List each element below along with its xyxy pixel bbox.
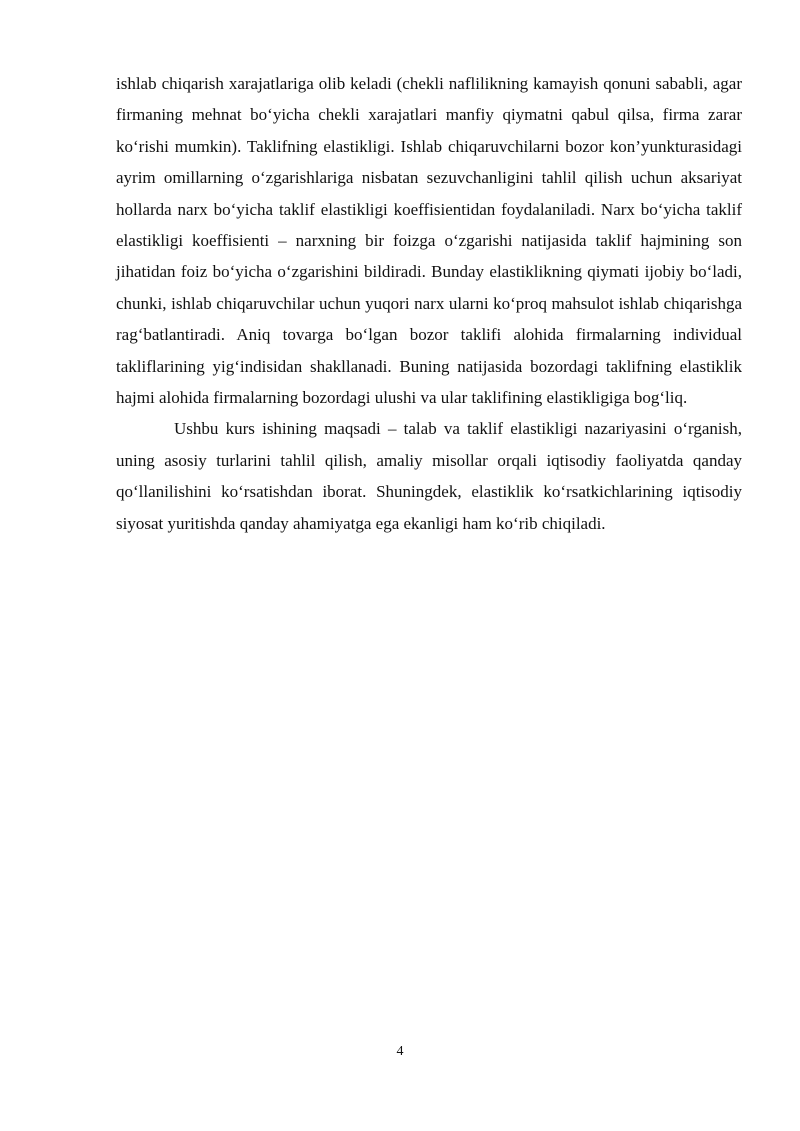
body-paragraph-1: ishlab chiqarish xarajatlariga olib keladi (chekli naflilikning kamayish qonuni sababli, agar firmaning mehnat bo‘yicha chekli xarajatlari manfiy qiymatni qabul qilsa, firma zarar ko‘rishi mumkin). Taklifning elastikligi. Ishlab chiqaruvchilarni bozor kon’yunkturasidagi ayrim omillarning o‘zgarishlariga nisbatan sezuvchanligini tahlil qilish uchun aksariyat hollarda narx bo‘yicha taklif elastikligi koeffisientidan foydalaniladi. Narx bo‘yicha taklif elastikligi koeffisienti – narxning bir foizga o‘zgarishi natijasida taklif hajmining son jihatidan foiz bo‘yicha o‘zgarishini bildiradi. Bunday elastiklikning qiymati ijobiy bo‘ladi, chunki, ishlab chiqaruvchilar uchun yuqori narx ularni ko‘proq mahsulot ishlab chiqarishga rag‘batlantiradi. Aniq tovarga bo‘lgan bozor taklifi alohida firmalarning individual takliflarining yig‘indisidan shakllanadi. Buning natijasida bozordagi taklifning elastiklik hajmi alohida firmalarning bozordagi ulushi va ular taklifining elastikligiga bog‘liq. [116,74,742,408]
document-body [116,68,742,539]
body-paragraph-2: Ushbu kurs ishining maqsadi – talab va taklif elastikligi nazariyasini o‘rganish, uning asosiy turlarini tahlil qilish, amaliy misollar orqali iqtisodiy faoliyatda qanday qo‘llanilishini ko‘rsatishdan iborat. Shuningdek, elastiklik ko‘rsatkichlarining iqtisodiy siyosat yuritishda qanday ahamiyatga ega ekanligi ham ko‘rib chiqiladi. [116,419,742,533]
page-number: 4 [396,1044,404,1059]
